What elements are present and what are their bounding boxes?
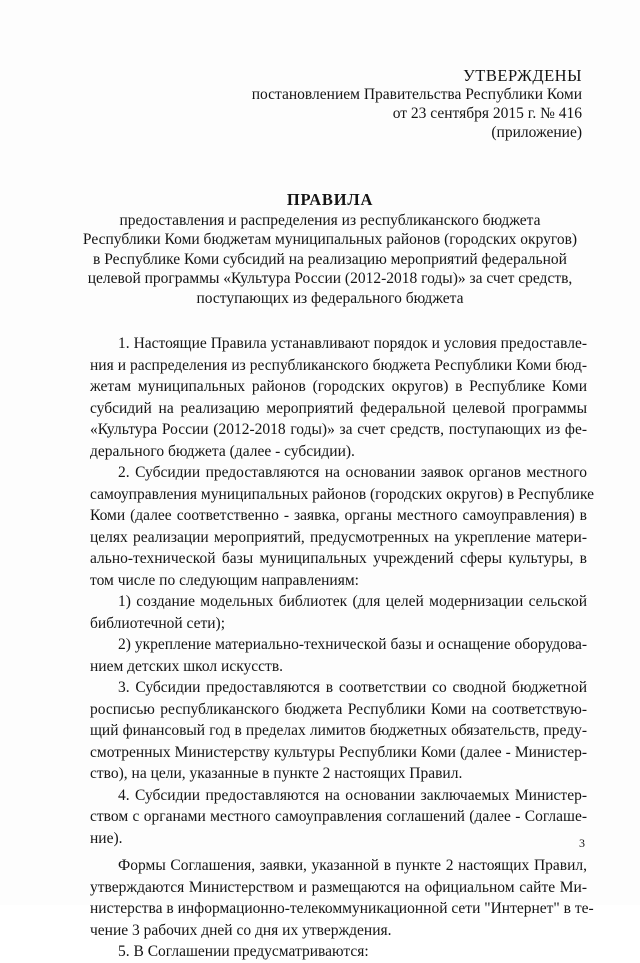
paragraph-1-line: «Культура России (2012-2018 годы)» за счет средств, поступающих из фе- (90, 421, 587, 438)
approval-resolution: постановлением Правительства Республики Коми (251, 86, 582, 103)
paragraph-2-line: том числе по следующим направлениям: (90, 571, 359, 589)
paragraph-3-line: щий финансовый год в пределах лимитов бюджетных обязательств, преду- (90, 722, 587, 739)
paragraph-1-line: ния и распределения из республиканского бюджета Республики Коми бюд- (90, 356, 587, 374)
paragraph-1-line: 1. Настоящие Правила устанавливают порядок и условия предоставле- (118, 335, 587, 352)
paragraph-4-line: ние). (90, 829, 123, 847)
list-item-1-line: 1) создание модельных библиотек (для целей модернизации сельской (118, 593, 587, 610)
approval-heading: УТВЕРЖДЕНЫ (463, 66, 582, 85)
approval-date: от 23 сентября 2015 г. № 416 (392, 105, 582, 122)
paragraph-2-line: Коми (далее соответственно - заявка, органы местного самоуправления) в (90, 507, 587, 524)
paragraph-3-line: 3. Субсидии предоставляются в соответствии со сводной бюджетной (118, 679, 587, 696)
forms-paragraph-line: нистерства в информационно-телекоммуникационной сети "Интернет" в те- (90, 900, 594, 917)
title-line: поступающих из федерального бюджета (196, 289, 464, 307)
paragraph-3-line: смотренных Министерству культуры Республики Коми (далее - Министер- (90, 743, 587, 761)
title-line: Республики Коми бюджетам муниципальных районов (городских округов) (82, 231, 578, 248)
document-body (90, 333, 594, 963)
paragraph-2-line: 2. Субсидии предоставляются на основании заявок органов местного (118, 464, 587, 481)
forms-paragraph-line: Формы Соглашения, заявки, указанной в пункте 2 настоящих Правил, (118, 857, 587, 874)
paragraph-5-line: 5. В Соглашении предусматриваются: (118, 943, 369, 960)
title-line: предоставления и распределения из республиканского бюджета (119, 211, 541, 229)
paragraph-3-line: росписью республиканского бюджета Республики Коми на соответствую- (90, 700, 587, 718)
approval-stamp (252, 66, 582, 142)
paragraph-1-line: дерального бюджета (далее - субсидии). (90, 442, 355, 460)
paragraph-1-line: субсидий на реализацию мероприятий федеральной целевой программы (90, 399, 587, 417)
approval-appendix: (приложение) (491, 124, 582, 141)
paragraph-4-line: ством с органами местного самоуправления соглашений (далее - Соглаше- (90, 808, 587, 825)
title-line: в Республике Коми субсидий на реализацию мероприятий федеральной (93, 250, 567, 268)
paragraph-1-line: жетам муниципальных районов (городских округов) в Республике Коми (90, 378, 587, 395)
document-title: ПРАВИЛА (286, 190, 374, 209)
list-item-1-line: библиотечной сети); (90, 614, 226, 632)
document-title-block (80, 190, 580, 308)
paragraph-2-line: ально-технической базы муниципальных учреждений сферы культуры, в (90, 550, 587, 567)
list-item-2-line: нием детских школ искусств. (90, 657, 284, 675)
paragraph-4-line: 4. Субсидии предоставляются на основании заключаемых Министер- (118, 786, 587, 804)
paragraph-3-line: ство), на цели, указанные в пункте 2 настоящих Правил. (90, 765, 463, 782)
paragraph-2-line: самоуправления муниципальных районов (городских округов) в Республике (90, 485, 594, 503)
page-number: 3 (579, 836, 585, 850)
list-item-2-line: 2) укрепление материально-технической базы и оснащение оборудова- (118, 636, 587, 653)
forms-paragraph-line: утверждаются Министерством и размещаются на официальном сайте Ми- (90, 878, 587, 896)
forms-paragraph-line: чение 3 рабочих дней со дня их утверждения. (90, 921, 392, 939)
paragraph-2-line: целях реализации мероприятий, предусмотренных на укрепление матери- (90, 528, 587, 546)
title-line: целевой программы «Культура России (2012-2018 годы)» за счет средств, (87, 270, 573, 287)
